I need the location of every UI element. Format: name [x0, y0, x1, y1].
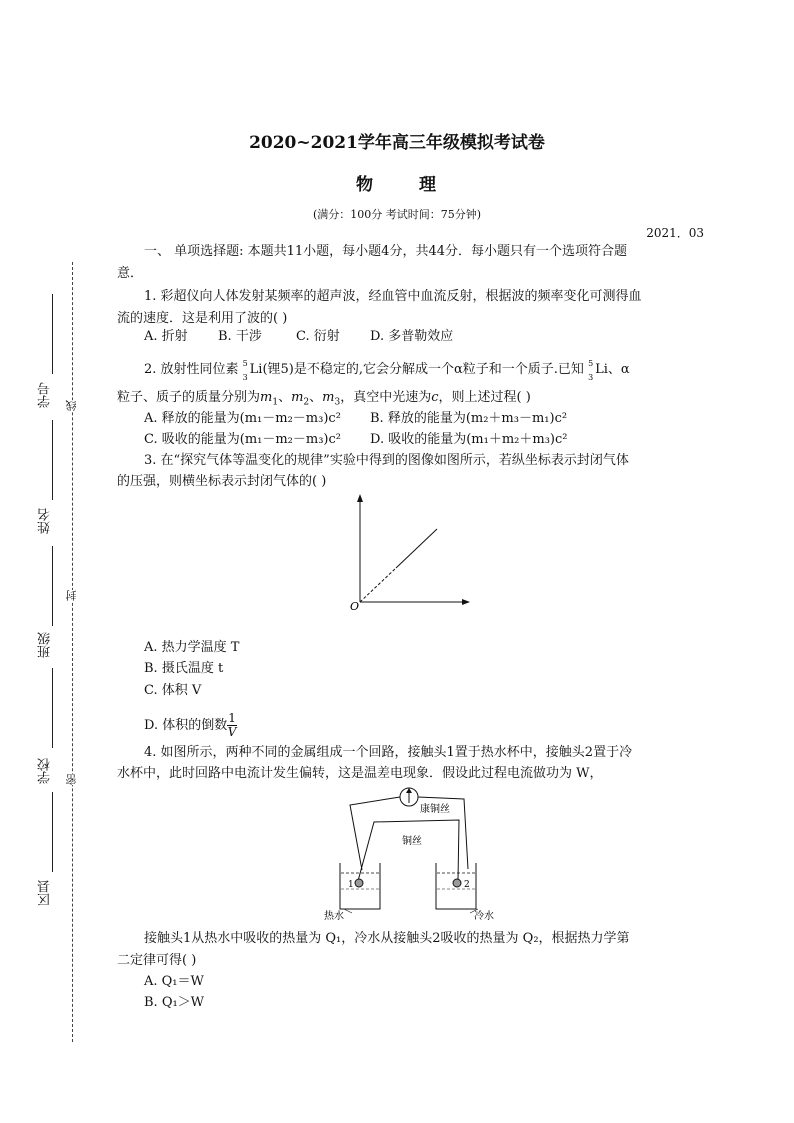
q3-fraction [227, 712, 237, 739]
q3-option-c: C. 体积 V [144, 683, 202, 698]
q4-stem-2: 接触头1从热水中吸收的热量为 Q₁，冷水从接触头2吸收的热量为 Q₂，根据热力学第 [144, 931, 630, 946]
q4-label-cold: 冷水 [474, 911, 494, 922]
q4-contact-1 [355, 879, 363, 887]
q2-stem [144, 360, 630, 380]
q2-cont-b: ，真空中光速为 [340, 390, 432, 405]
q2-isotope-mass: 5 [242, 359, 248, 368]
q1-stem: 1. 彩超仪向人体发射某频率的超声波，经血管中血流反射，根据波的频率变化可测得血 [144, 289, 642, 304]
q4-contact-2 [453, 879, 461, 887]
seal-mark-xian: 线 [65, 400, 78, 411]
q4-label-tong: 铜丝 [402, 836, 422, 847]
field-line-xingming [52, 420, 53, 500]
section-heading: 一、 单项选择题: 本题共11小题，每小题4分，共44分．每小题只有一个选项符合题 [144, 244, 628, 259]
q1-option-c: C. 衍射 [296, 329, 340, 344]
q2-isotope2-z: 3 [588, 373, 594, 382]
q4-contact-2-label: 2 [464, 880, 470, 890]
q4-label-kangtong: 康铜丝 [420, 804, 450, 815]
seal-mark-mi: 密 [65, 774, 78, 785]
q2-isotope-z: 3 [242, 373, 248, 382]
q2-option-a: A. 释放的能量为(m₁－m₂－m₃)c² [144, 411, 341, 426]
q2-isotope-2 [588, 359, 595, 382]
q4-contact-1-label: 1 [348, 880, 354, 890]
q3-stem-cont: 的压强，则横坐标表示封闭气体的( ) [117, 474, 327, 489]
field-label-xuexiao: 学校 [38, 758, 53, 784]
q2-isotope2-mass: 5 [588, 359, 594, 368]
exam-title: 2020~2021学年高三年级模拟考试卷 [249, 133, 545, 153]
q3-option-b: B. 摄氏温度 t [144, 661, 224, 676]
q2-option-c: C. 吸收的能量为(m₁－m₂－m₃)c² [144, 432, 341, 447]
q4-hot-leader [344, 909, 352, 913]
field-line-quxian [52, 792, 53, 872]
q2-text-1: 2. 放射性同位素 [144, 362, 243, 377]
q4-label-hot: 热水 [324, 911, 344, 922]
q4-option-a: A. Q₁＝W [144, 974, 204, 989]
q3-option-d-text: D. 体积的倒数 [144, 718, 228, 733]
field-label-banji: 班级 [38, 632, 53, 658]
q2-option-b: B. 释放的能量为(m₂＋m₃－m₁)c² [370, 411, 568, 426]
field-label-quxian: 区县 [38, 880, 53, 906]
q3-fraction-num: 1 [228, 711, 236, 725]
seal-mark-feng: 封 [65, 590, 78, 601]
q3-origin-label: O [350, 600, 360, 613]
q3-graph [340, 490, 480, 615]
q4-stem-cont: 水杯中，此时回路中电流计发生偏转，这是温差电现象．假设此过程电流做功为 W， [117, 766, 603, 781]
field-line-xuexiao [52, 668, 53, 748]
q4-circuit-diagram [318, 785, 518, 923]
subject-title [0, 170, 794, 195]
q2-option-d: D. 吸收的能量为(m₁＋m₂＋m₃)c² [370, 432, 568, 447]
q4-stem-2-cont: 二定律可得( ) [117, 953, 197, 968]
q4-stem: 4. 如图所示，两种不同的金属组成一个回路，接触头1置于热水杯中，接触头2置于冷 [144, 745, 633, 760]
exam-meta: (满分：100分 考试时间：75分钟) [312, 208, 482, 221]
q3-fraction-den: V [227, 725, 237, 739]
q3-data-line [396, 529, 437, 568]
field-label-xuehao: 学号 [38, 382, 53, 408]
q3-y-arrow [357, 494, 363, 502]
q2-isotope [242, 359, 250, 382]
q2-text-3: Li、α [595, 362, 630, 377]
q1-option-d: D. 多普勒效应 [370, 329, 454, 344]
field-line-xuehao [52, 294, 53, 374]
q3-stem: 3. 在“探究气体等温变化的规律”实验中得到的图像如图所示，若纵坐标表示封闭气体 [144, 453, 629, 468]
q4-constantan-wire [350, 797, 400, 870]
q3-x-arrow [462, 599, 470, 605]
q4-copper-wire [358, 820, 459, 881]
exam-date: 2021．03 [646, 226, 704, 240]
q2-cont-c: ，则上述过程( ) [438, 390, 531, 405]
q1-option-b: B. 干涉 [218, 329, 262, 344]
subject-char-1: 物 [356, 175, 375, 195]
q2-c: c [431, 390, 439, 405]
subject-char-2: 理 [419, 175, 438, 195]
q2-text-2: Li(锂5)是不稳定的,它会分解成一个α粒子和一个质子.已知 [249, 362, 589, 377]
q3-extrapolation [360, 568, 396, 602]
q2-stem-cont: 粒子、质子的质量分别为$m_1$、$m_2$、$m_3$，真空中光速为c，则上述过程( ) [117, 390, 531, 408]
q4-option-b: B. Q₁＞W [144, 995, 205, 1010]
q1-stem-cont: 流的速度．这是利用了波的( ) [117, 311, 288, 326]
q3-option-a: A. 热力学温度 T [144, 640, 240, 655]
q2-cont-a: 粒子、质子的质量分别为 [117, 390, 261, 405]
q3-option-d [144, 712, 237, 739]
binding-dashed-line [72, 262, 73, 1042]
section-heading-cont: 意． [117, 266, 144, 281]
q1-option-a: A. 折射 [144, 329, 188, 344]
field-line-banji [52, 546, 53, 626]
field-label-xingming: 姓名 [38, 508, 53, 534]
